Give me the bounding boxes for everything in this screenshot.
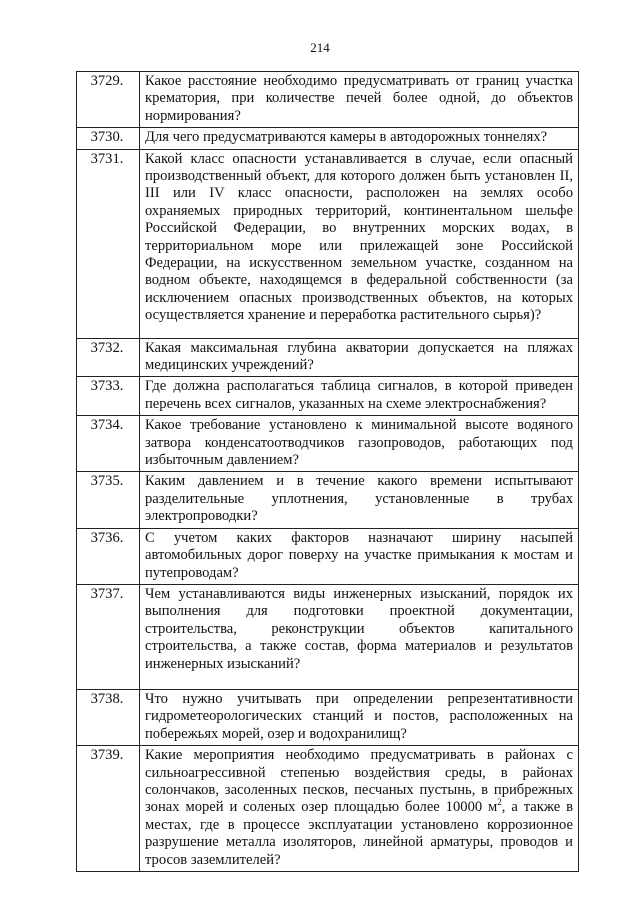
question-text-part: , а также в местах, где в процессе эксплуатации установлено коррозионное разрушение металла изоляторов, линейной арматуры, проводов и тросов заземлителей? (145, 799, 573, 868)
table-row (77, 472, 579, 528)
table-row (77, 128, 579, 149)
question-number: 3733. (77, 377, 140, 416)
table-row (77, 377, 579, 416)
page-number: 214 (310, 40, 330, 55)
question-text: С учетом каких факторов назначают ширину насыпей автомобильных дорог поверху на участке примыкания к мостам и путепроводам? (140, 528, 579, 584)
table-row (77, 149, 579, 338)
question-text: Чем устанавливаются виды инженерных изысканий, порядок их выполнения для подготовки проектной документации, строительства, реконструкции объектов капитального строительства, а также состав, форма материалов и результатов инженерных изысканий? (140, 584, 579, 689)
question-number: 3739. (77, 746, 140, 872)
question-text: Какая максимальная глубина акватории допускается на пляжах медицинских учреждений? (140, 338, 579, 377)
table-row (77, 689, 579, 745)
question-text: Для чего предусматриваются камеры в автодорожных тоннелях? (140, 128, 579, 149)
question-text: Какое расстояние необходимо предусматривать от границ участка крематория, при количестве печей более одной, до объектов нормирования? (140, 72, 579, 128)
table-row (77, 416, 579, 472)
questions-table (76, 71, 579, 872)
question-text: Где должна располагаться таблица сигналов, в которой приведен перечень всех сигналов, указанных на схеме электроснабжения? (140, 377, 579, 416)
question-number: 3735. (77, 472, 140, 528)
table-row (77, 72, 579, 128)
question-text: Каким давлением и в течение какого времени испытывают разделительные уплотнения, установленные в трубах электропроводки? (140, 472, 579, 528)
table-row (77, 528, 579, 584)
table-row (77, 338, 579, 377)
question-number: 3736. (77, 528, 140, 584)
question-number: 3729. (77, 72, 140, 128)
table-row (77, 584, 579, 689)
question-text-part: Какие мероприятия необходимо предусматривать в районах с сильноагрессивной степенью воздействия среды, в районах солончаков, засоленных песков, песчаных пустынь, в прибрежных зонах морей и соленых озер площадью более 10000 м (145, 747, 573, 816)
question-number: 3730. (77, 128, 140, 149)
question-text: Какой класс опасности устанавливается в случае, если опасный производственный объект, для которого должен быть установлен II, III или IV класс опасности, расположен на землях особо охраняемых природных территорий, континентальном шельфе Российской Федерации, во внутренних морских водах, в территориальном море или прилежащей зоне Российской Федерации, на искусственном земельном участке, созданном на водном объекте, находящемся в федеральной собственности (за исключением опасных производственных объектов, на которых осуществляется хранение и переработка растительного сырья)? (140, 149, 579, 338)
question-number: 3732. (77, 338, 140, 377)
question-text: Что нужно учитывать при определении репрезентативности гидрометеорологических станций и постов, расположенных на побережьях морей, озер и водохранилищ? (140, 689, 579, 745)
superscript: 2 (497, 797, 502, 808)
question-number: 3737. (77, 584, 140, 689)
question-text (140, 746, 579, 872)
question-text: Какое требование установлено к минимальной высоте водяного затвора конденсатоотводчиков газопроводов, работающих под избыточным давлением? (140, 416, 579, 472)
question-number: 3734. (77, 416, 140, 472)
question-number: 3738. (77, 689, 140, 745)
table-row (77, 746, 579, 872)
question-number: 3731. (77, 149, 140, 338)
